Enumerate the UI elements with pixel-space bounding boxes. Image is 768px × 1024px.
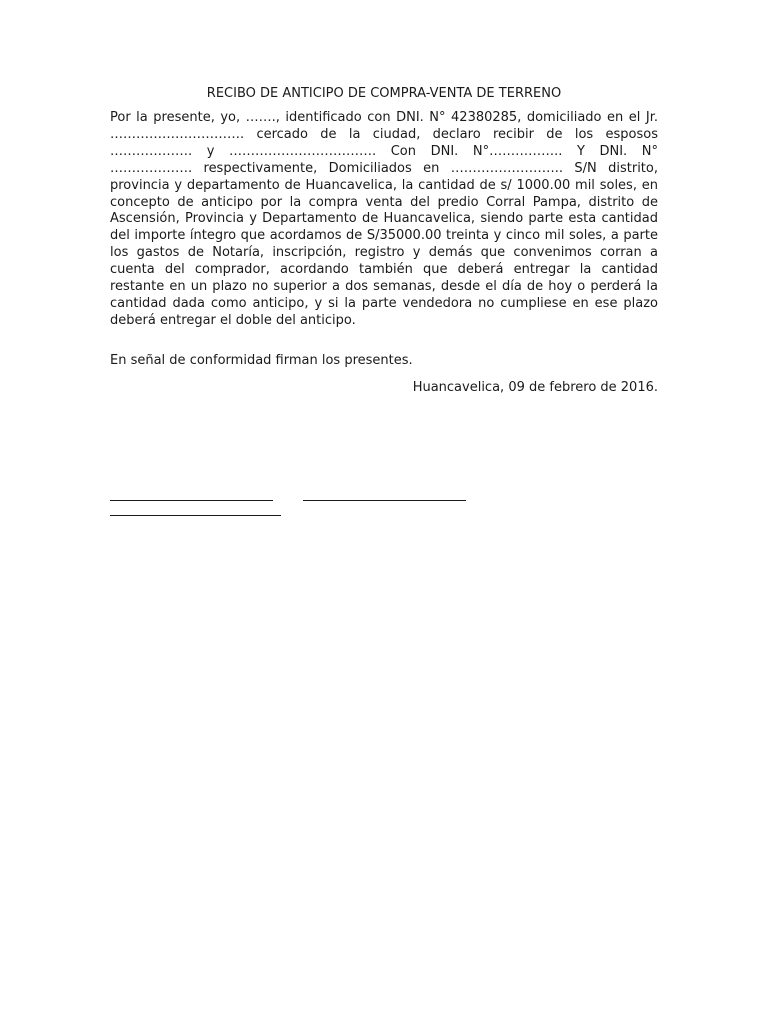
place-and-date: Huancavelica, 09 de febrero de 2016. — [412, 380, 658, 395]
conformity-statement: En señal de conformidad firman los presentes. — [110, 353, 413, 368]
document-title: RECIBO DE ANTICIPO DE COMPRA-VENTA DE TERRENO — [206, 86, 562, 101]
signature-line-3 — [110, 515, 281, 516]
signature-line-1 — [110, 500, 273, 501]
receipt-body-paragraph: Por la presente, yo, ……., identificado con DNI. N° 42380285, domiciliado en el Jr. …………………………. cercado de la ciudad, declaro recibir de los esposos ………………. y ……………………………. Con DNI. N°…………….. Y DNI. N° ………………. respectivamente, Domiciliados en …………………….. S/N distrito, provincia y departamento de Huancavelica, la cantidad de s/ 1000.00 mil soles, en concepto de anticipo por la compra venta del predio Corral Pampa, distrito de Ascensión, Provincia y Departamento de Huancavelica, siendo parte esta cantidad del importe íntegro que acordamos de S/35000.00 treinta y cinco mil soles, a parte los gastos de Notaría, inscripción, registro y demás que convenimos corran a cuenta del comprador, acordando también que deberá entregar la cantidad restante en un plazo no superior a dos semanas, desde el día de hoy o perderá la cantidad dada como anticipo, y si la parte vendedora no cumpliese en ese plazo deberá entregar el doble del anticipo. — [110, 110, 658, 328]
signature-line-2 — [303, 500, 466, 501]
